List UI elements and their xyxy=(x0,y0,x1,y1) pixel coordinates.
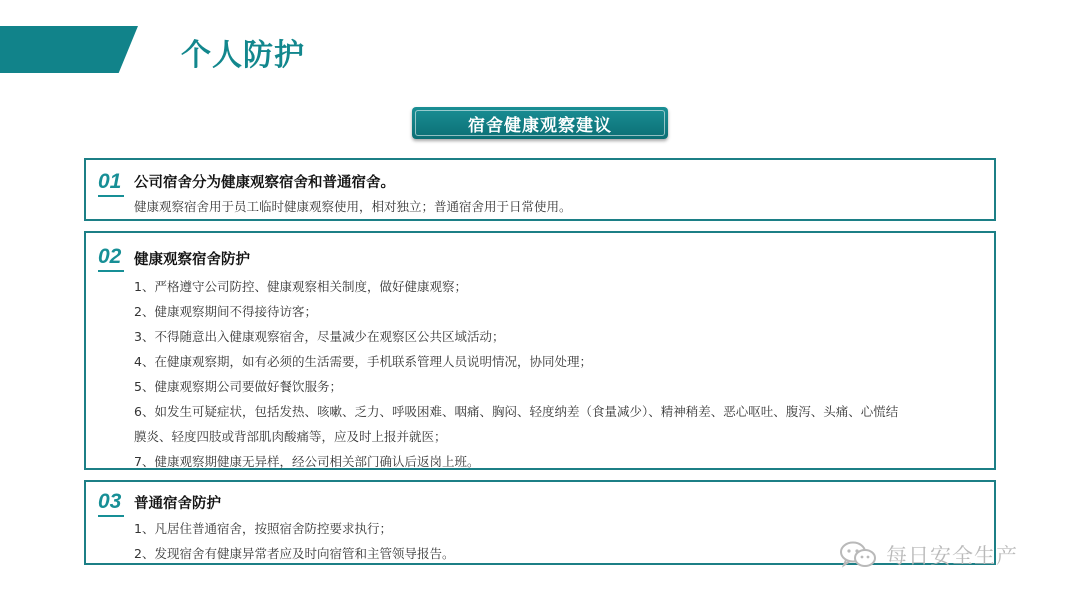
list-item: 1、严格遵守公司防控、健康观察相关制度，做好健康观察； xyxy=(134,279,467,294)
rule-list xyxy=(134,274,974,474)
list-item: 膜炎、轻度四肢或背部肌肉酸痛等，应及时上报并就医； xyxy=(134,429,447,444)
section-card-02 xyxy=(84,231,996,470)
watermark-text: 每日安全生产 xyxy=(886,544,1018,568)
section-description: 健康观察宿舍用于员工临时健康观察使用，相对独立；普通宿舍用于日常使用。 xyxy=(134,199,572,214)
list-item: 7、健康观察期健康无异样，经公司相关部门确认后返岗上班。 xyxy=(134,454,480,469)
banner-label: 宿舍健康观察建议 xyxy=(468,115,612,136)
watermark xyxy=(838,540,1018,570)
page-title: 个人防护 xyxy=(181,38,305,73)
list-item: 2、发现宿舍有健康异常者应及时向宿管和主管领导报告。 xyxy=(134,546,455,561)
title-accent-bar xyxy=(0,26,138,73)
list-item: 5、健康观察期公司要做好餐饮服务； xyxy=(134,379,342,394)
section-banner xyxy=(412,107,668,139)
section-card-01 xyxy=(84,158,996,221)
section-heading: 普通宿舍防护 xyxy=(134,496,221,512)
list-item: 6、如发生可疑症状，包括发热、咳嗽、乏力、呼吸困难、咽痛、胸闷、轻度纳差（食量减少）、精神稍差、恶心呕吐、腹泻、头痛、心慌结 xyxy=(134,404,899,419)
list-item: 1、凡居住普通宿舍，按照宿舍防控要求执行； xyxy=(134,521,392,536)
section-number: 01 xyxy=(98,170,122,193)
list-item: 2、健康观察期间不得接待访客； xyxy=(134,304,317,319)
list-item: 3、不得随意出入健康观察宿舍，尽量减少在观察区公共区域活动； xyxy=(134,329,505,344)
section-number: 02 xyxy=(98,245,122,268)
section-heading: 公司宿舍分为健康观察宿舍和普通宿舍。 xyxy=(134,175,395,191)
section-heading: 健康观察宿舍防护 xyxy=(134,252,250,268)
list-item: 4、在健康观察期，如有必须的生活需要，手机联系管理人员说明情况，协同处理； xyxy=(134,354,592,369)
section-number: 03 xyxy=(98,490,122,513)
wechat-icon xyxy=(838,540,878,570)
